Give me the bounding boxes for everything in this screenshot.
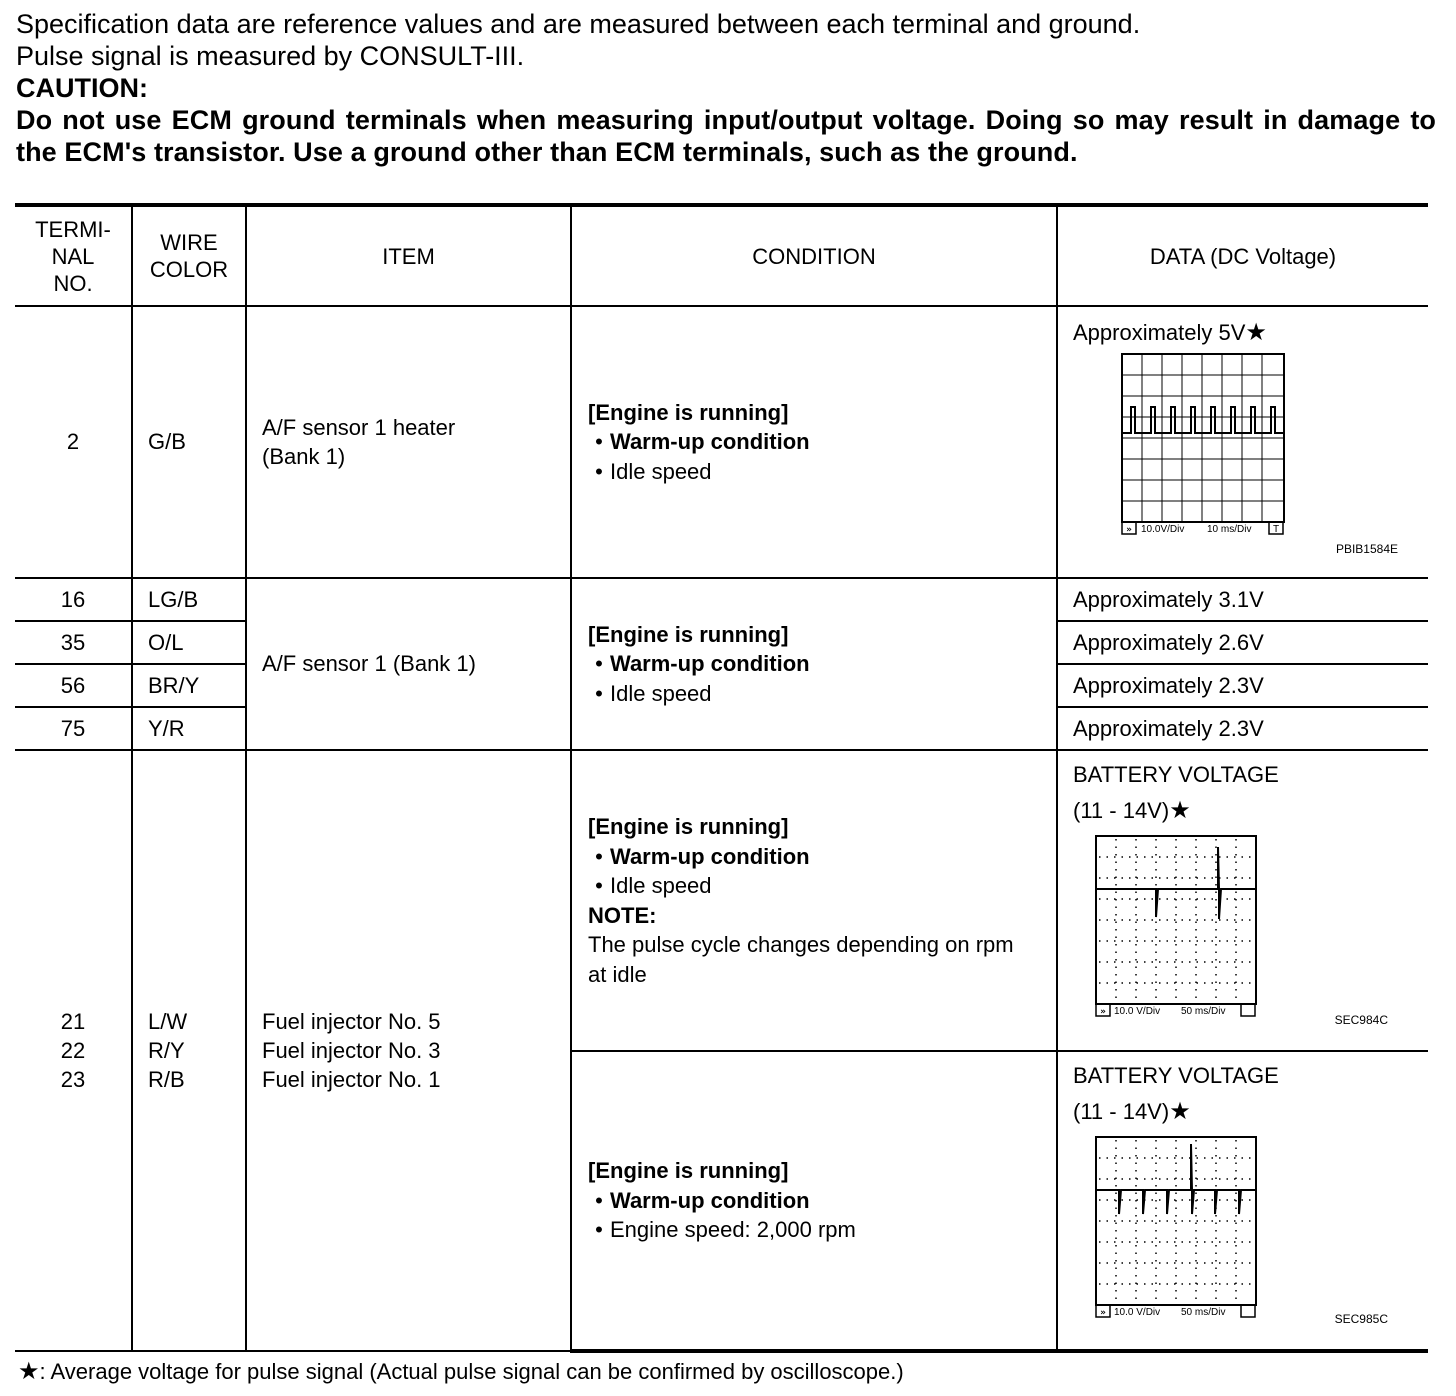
wire-value: L/W — [148, 1009, 188, 1034]
scope-time-label: 50 ms/Div — [1181, 1006, 1226, 1017]
scope-volts-label: 10.0 V/Div — [1114, 1006, 1161, 1017]
condition-heading: [Engine is running] — [588, 1158, 789, 1184]
condition-cell — [571, 306, 1057, 578]
condition-cell — [571, 578, 1057, 750]
header-row — [15, 205, 1428, 306]
condition-heading: [Engine is running] — [588, 621, 789, 647]
data-cell — [1057, 306, 1428, 578]
scope-time-label: 10 ms/Div — [1207, 524, 1252, 535]
condition-bullet: Warm-up condition — [610, 429, 810, 455]
table-row — [15, 750, 1428, 1051]
data-cell: Approximately 2.6V — [1057, 621, 1428, 664]
header-terminal-line-3: NO. — [53, 270, 93, 296]
caution-heading: CAUTION: — [16, 73, 148, 103]
figure-code: SEC984C — [1334, 1013, 1388, 1027]
data-cell: Approximately 3.1V — [1057, 578, 1428, 621]
bullet-icon: • — [595, 458, 603, 484]
scope-marker-icon: » — [1126, 525, 1132, 535]
condition-cell — [571, 750, 1057, 1051]
terminal-cell: 75 — [15, 707, 132, 750]
item-line-1: A/F sensor 1 heater — [262, 415, 456, 440]
header-wire-line-2: COLOR — [149, 257, 229, 282]
terminal-cell — [15, 750, 132, 1351]
terminal-cell: 2 — [15, 306, 132, 578]
intro-line-2: Pulse signal is measured by CONSULT-III. — [16, 41, 525, 71]
note-heading: NOTE: — [588, 902, 657, 928]
condition-cell — [571, 1051, 1057, 1351]
terminal-value: 22 — [60, 1038, 86, 1063]
bullet-icon: • — [595, 680, 603, 706]
scope-time-label: 50 ms/Div — [1181, 1307, 1226, 1318]
star-icon: ★ — [1169, 1098, 1191, 1125]
header-condition: CONDITION — [571, 205, 1057, 306]
footnote — [18, 1357, 904, 1386]
figure-code: SEC985C — [1334, 1312, 1388, 1326]
data-value: (11 - 14V) — [1073, 798, 1170, 823]
wire-value: R/Y — [148, 1038, 185, 1063]
star-icon: ★ — [1245, 319, 1267, 346]
item-value: Fuel injector No. 5 — [262, 1009, 441, 1034]
data-value: Approximately 5V — [1073, 320, 1246, 345]
wire-cell: Y/R — [132, 707, 246, 750]
condition-bullet: Warm-up condition — [610, 1187, 810, 1213]
oscilloscope-waveform-sec984c — [1095, 835, 1259, 1019]
scope-volts-label: 10.0V/Div — [1141, 524, 1185, 535]
star-icon: ★ — [1169, 797, 1191, 824]
bullet-icon: • — [595, 1217, 603, 1243]
wire-cell: LG/B — [132, 578, 246, 621]
scope-marker-icon: » — [1100, 1007, 1106, 1017]
note-text: at idle — [588, 961, 647, 987]
footnote-text: : Average voltage for pulse signal (Actual pulse signal can be confirmed by oscilloscope.) — [39, 1359, 904, 1384]
wire-value: R/B — [148, 1067, 185, 1092]
oscilloscope-waveform-pbib1584e — [1121, 353, 1291, 535]
item-value: Fuel injector No. 1 — [262, 1067, 441, 1092]
ecm-terminal-table — [15, 203, 1428, 1353]
oscilloscope-waveform-sec985c — [1095, 1136, 1259, 1320]
scope-marker-icon: » — [1100, 1308, 1106, 1318]
intro-line-1: Specification data are reference values and are measured between each terminal and ground. — [16, 9, 1141, 39]
data-value: BATTERY VOLTAGE — [1073, 1063, 1279, 1088]
bullet-icon: • — [595, 1187, 603, 1213]
terminal-value: 21 — [60, 1009, 86, 1034]
header-wire-color — [132, 205, 246, 306]
data-cell: Approximately 2.3V — [1057, 707, 1428, 750]
wire-cell — [132, 750, 246, 1351]
terminal-value: 23 — [60, 1067, 86, 1092]
terminal-cell: 16 — [15, 578, 132, 621]
condition-heading: [Engine is running] — [588, 399, 789, 425]
data-value: (11 - 14V) — [1073, 1099, 1170, 1124]
item-cell — [246, 750, 571, 1351]
header-terminal-line-2: NAL — [51, 243, 95, 269]
header-terminal-no — [15, 205, 132, 306]
item-cell: A/F sensor 1 (Bank 1) — [246, 578, 571, 750]
data-value: BATTERY VOLTAGE — [1073, 762, 1279, 787]
note-text: The pulse cycle changes depending on rpm — [588, 932, 1014, 957]
wire-cell: BR/Y — [132, 664, 246, 707]
wire-cell: G/B — [132, 306, 246, 578]
condition-bullet: Warm-up condition — [610, 843, 810, 869]
bullet-icon: • — [595, 429, 603, 455]
item-cell — [246, 306, 571, 578]
bullet-icon: • — [595, 651, 603, 677]
condition-bullet: Idle speed — [610, 873, 712, 898]
data-cell — [1057, 1051, 1428, 1351]
condition-bullet: Warm-up condition — [610, 651, 810, 677]
intro-text — [16, 8, 1436, 168]
item-value: Fuel injector No. 3 — [262, 1038, 441, 1063]
wire-cell: O/L — [132, 621, 246, 664]
caution-text: Do not use ECM ground terminals when measuring input/output voltage. Doing so may result in damage to the ECM's transistor. Use a ground other than ECM terminals, such as the ground. — [16, 105, 1436, 167]
condition-heading: [Engine is running] — [588, 814, 789, 839]
star-icon: ★ — [18, 1358, 40, 1385]
condition-bullet: Idle speed — [610, 680, 712, 706]
scope-volts-label: 10.0 V/Div — [1114, 1307, 1161, 1318]
bullet-icon: • — [595, 873, 603, 898]
bullet-icon: • — [595, 843, 603, 869]
figure-code: PBIB1584E — [1335, 542, 1398, 556]
terminal-cell: 35 — [15, 621, 132, 664]
header-data: DATA (DC Voltage) — [1057, 205, 1428, 306]
header-item: ITEM — [246, 205, 571, 306]
data-cell — [1057, 750, 1428, 1051]
item-line-2: (Bank 1) — [262, 444, 346, 469]
table-row — [15, 306, 1428, 578]
header-wire-line-1: WIRE — [160, 230, 218, 255]
terminal-cell: 56 — [15, 664, 132, 707]
condition-bullet: Engine speed: 2,000 rpm — [610, 1217, 856, 1243]
data-cell: Approximately 2.3V — [1057, 664, 1428, 707]
scope-trigger-label: T — [1272, 524, 1280, 535]
header-terminal-line-1: TERMI- — [35, 216, 111, 242]
table-row — [15, 578, 1428, 621]
condition-bullet: Idle speed — [610, 458, 712, 484]
